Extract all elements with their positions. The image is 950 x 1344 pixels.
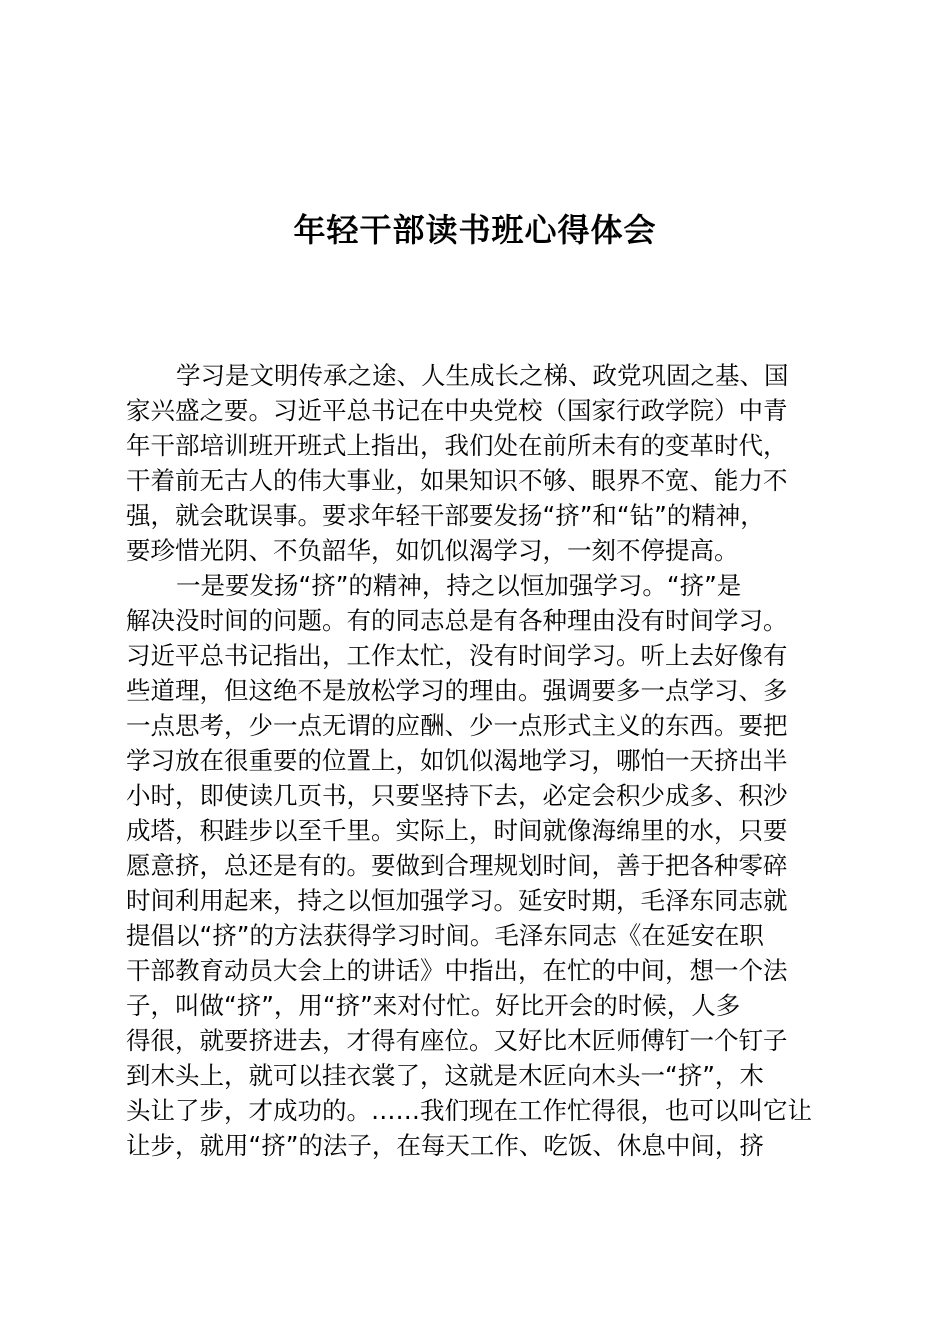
paragraph-intro [126,358,846,568]
text-line: 一是要发扬“挤”的精神，持之以恒加强学习。“挤”是 [176,571,742,600]
document-title: 年轻干部读书班心得体会 [293,211,657,249]
text-line: 提倡以“挤”的方法获得学习时间。毛泽东同志《在延安在职 [126,921,764,950]
text-line: 成塔，积跬步以至千里。实际上，时间就像海绵里的水，只要 [126,816,788,845]
text-line: 习近平总书记指出，工作太忙，没有时间学习。听上去好像有 [126,641,788,670]
text-line: 得很，就要挤进去，才得有座位。又好比木匠师傅钉一个钉子 [126,1026,788,1055]
text-line: 解决没时间的问题。有的同志总是有各种理由没有时间学习。 [126,606,788,635]
text-line: 头让了步，才成功的。……我们现在工作忙得很，也可以叫它让 [126,1096,812,1125]
text-line: 学习是文明传承之途、人生成长之梯、政党巩固之基、国 [176,361,789,390]
text-line: 学习放在很重要的位置上，如饥似渴地学习，哪怕一天挤出半 [126,746,788,775]
text-line: 家兴盛之要。习近平总书记在中央党校（国家行政学院）中青 [126,396,788,425]
text-line: 小时，即使读几页书，只要坚持下去，必定会积少成多、积沙 [126,781,788,810]
text-line: 子，叫做“挤”，用“挤”来对付忙。好比开会的时候，人多 [126,991,741,1020]
text-line: 要珍惜光阴、不负韶华，如饥似渴学习，一刻不停提高。 [126,536,739,565]
text-line: 强，就会耽误事。要求年轻干部要发扬“挤”和“钻”的精神， [126,501,765,530]
document-body [126,358,846,1163]
text-line: 到木头上，就可以挂衣裳了，这就是木匠向木头一“挤”，木 [126,1061,764,1090]
paragraph-point-one [126,568,846,1163]
text-line: 时间利用起来，持之以恒加强学习。延安时期，毛泽东同志就 [126,886,788,915]
text-line: 让步，就用“挤”的法子，在每天工作、吃饭、休息中间，挤 [126,1131,764,1160]
text-line: 干部教育动员大会上的讲话》中指出，在忙的中间，想一个法 [126,956,788,985]
text-line: 一点思考，少一点无谓的应酬、少一点形式主义的东西。要把 [126,711,788,740]
text-line: 干着前无古人的伟大事业，如果知识不够、眼界不宽、能力不 [126,466,788,495]
text-line: 年干部培训班开班式上指出，我们处在前所未有的变革时代， [126,431,788,460]
text-line: 些道理，但这绝不是放松学习的理由。强调要多一点学习、多 [126,676,788,705]
text-line: 愿意挤，总还是有的。要做到合理规划时间，善于把各种零碎 [126,851,788,880]
